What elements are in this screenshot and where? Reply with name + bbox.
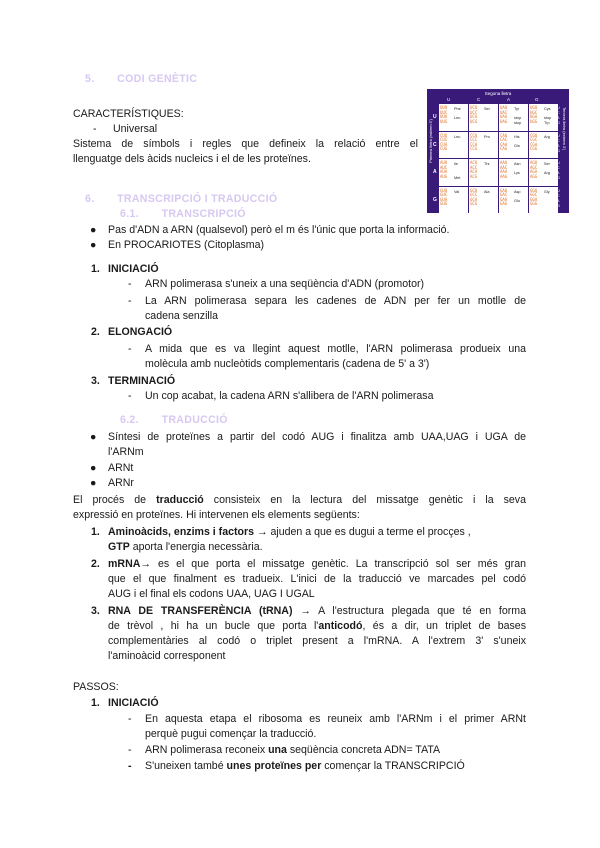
codon-cell (439, 104, 468, 131)
element-number: 1. (91, 526, 100, 538)
codon-cell (469, 159, 498, 186)
col-label-a: A (507, 97, 511, 102)
codon-list: GUU GUC GUA GUG (440, 187, 448, 207)
elongacio-detail-1b: molècula amb nucleòtids complementaris (cadena de 5' a 3') (145, 358, 430, 370)
dash-marker: - (128, 295, 132, 307)
dash-marker: - (128, 713, 132, 725)
elongacio-title: ELONGACIÓ (108, 326, 173, 338)
iniciacio-detail-1: ARN polimerasa s'uneix a una seqüència d'ADN (promotor) (145, 278, 425, 290)
element-number: 3. (91, 605, 100, 617)
left-side-label: Primera lletra (extrem 5') (428, 119, 433, 163)
codon-list: UGU UGC UGA UGG (530, 105, 538, 124)
codon-list: AGU AGC AGA AGG (530, 160, 538, 179)
iniciacio-detail-2a: La ARN polimerasa separa les cadenes de ADN per fer un motlle de (145, 295, 526, 307)
caracteristiques-label: CARACTERÍSTIQUES: (73, 108, 184, 120)
element-3-line-1: RNA DE TRANSFERÈNCIA (tRNA) → A l'estructura plegada que té en forma (108, 605, 526, 617)
col-label-g: G (535, 97, 539, 102)
amino-acid-label: Gly (544, 189, 550, 194)
terminacio-detail-1: Un cop acabat, la cadena ARN s'allibera de l'ARN polimerasa (145, 390, 434, 402)
dash-marker: - (93, 123, 97, 135)
universal-item: Universal (113, 123, 158, 135)
codon-list: CCU CCC CCA CCG (470, 132, 478, 152)
codon-cell (469, 132, 498, 159)
first-letter-label: C (433, 141, 437, 148)
amino-acid-label: Ile Met (454, 162, 461, 180)
first-letter-label: U (433, 114, 437, 121)
passos-detail-1b: perquè pugui començar la traducció. (145, 728, 317, 740)
traduccio-bullet-1b: l'ARNm (108, 446, 144, 458)
dash-marker: - (128, 390, 132, 402)
traduccio-para-1: El procés de traducció consisteix en la lectura del missatge genètic i la seva (73, 494, 526, 506)
codon-cell (469, 104, 498, 131)
amino-acid-label: Arg (544, 134, 550, 139)
bullet-marker: ● (90, 477, 97, 489)
table-header: Segona lletra (484, 91, 512, 96)
codon-cell (439, 187, 468, 214)
codon-cell (499, 132, 528, 159)
bullet-marker: ● (90, 462, 97, 474)
codon-list: ACU ACC ACA ACG (470, 160, 478, 179)
bullet-marker: ● (90, 239, 97, 251)
section-6-title: 6. TRANSCRIPCIÓ I TRADUCCIÓ (85, 193, 278, 205)
third-letter-labels: U C A G (557, 133, 560, 153)
iniciacio-detail-2b: cadena senzilla (145, 310, 219, 322)
element-3-line-2: de trèvol , hi ha un bucle que porta l'anticodó, és a dir, un triplet de bases (108, 620, 526, 632)
third-letter-labels: U C A G (557, 161, 560, 180)
codon-list: UUU UUC UUA UUG (440, 105, 448, 124)
amino-acid-label: Leu (454, 134, 461, 139)
col-label-c: C (477, 97, 481, 102)
codon-list: GCU GCC GCA GCG (470, 187, 478, 207)
codon-list: UAU UAC UAA UAG (500, 105, 508, 124)
element-3-line-4: l'aminoàcid corresponent (108, 650, 226, 662)
elongacio-detail-1a: A mida que es va llegint aquest motlle, l'ARN polimerasa produeix una (145, 343, 526, 355)
col-label-u: U (447, 97, 451, 102)
element-2-line-3: AUG i el final els codons UAA, UAG I UGAL (108, 588, 315, 600)
codon-list: CUU CUC CUA CUG (440, 132, 448, 152)
traduccio-bullet-1a: Síntesi de proteïnes a partir del codó AUG i finalitza amb UAA,UAG i UGA de (108, 431, 526, 443)
caracteristiques-para-1: Sistema de símbols i regles que defineix la relació entre el (73, 138, 418, 150)
dash-marker: - (128, 744, 132, 756)
codon-list: AAU AAC AAA AAG (500, 160, 508, 179)
amino-acid-label: His Gln (514, 134, 520, 148)
first-letter-label: A (433, 169, 437, 176)
passos-iniciacio-title: INICIACIÓ (108, 697, 159, 709)
codon-cell (469, 187, 498, 214)
passos-detail-3: S'uneixen també unes proteïnes per començar la TRANSCRIPCIÓ (145, 760, 465, 772)
transcripcio-bullet-1: Pas d'ADN a ARN (qualsevol) però el m és l'únic que porta la informació. (108, 224, 450, 236)
codon-cell (529, 104, 558, 131)
transcripcio-bullet-2: En PROCARIOTES (Citoplasma) (108, 239, 264, 251)
amino-acid-label: Ser Arg (544, 162, 550, 176)
terminacio-title: TERMINACIÓ (108, 375, 176, 387)
bullet-marker: ● (90, 431, 97, 443)
dash-marker: - (128, 343, 132, 355)
genetic-code-table (427, 89, 569, 213)
third-letter-labels: U C A G (557, 188, 560, 208)
first-letter-label: G (433, 196, 437, 203)
amino-acid-label: Asn Lys (514, 162, 521, 176)
dash-marker: - (128, 278, 132, 290)
amino-acid-label: Cys stop Trp (544, 107, 552, 125)
element-2-line-2: que el que finalment es tradueix. L'inici de la traducció ve marcades pel codó (108, 573, 526, 585)
caracteristiques-para-2: llenguatge dels àcids nucleics i el de les proteïnes. (73, 153, 311, 165)
element-1-line-1: Aminoàcids, enzims i factors → ajuden a que es dugui a terme el procçes , (108, 526, 471, 538)
right-side-label: Tercera lletra (extrem 3') (562, 107, 567, 151)
codon-cell (499, 187, 528, 214)
step-number: 1. (91, 263, 100, 275)
codon-cell (499, 104, 528, 131)
passos-detail-1a: En aquesta etapa el ribosoma es reuneix amb l'ARNm i el primer ARNt (145, 713, 526, 725)
amino-acid-label: Thr (484, 162, 490, 166)
codon-cell (439, 132, 468, 159)
dash-marker: - (128, 760, 132, 772)
codon-cell (499, 159, 528, 186)
third-letter-labels: U C A G (557, 106, 560, 125)
step-number: 2. (91, 326, 100, 338)
element-3-line-3: complementàries al codó o triplet present a l'mRNA. A l'extrem 3' s'uneix (108, 635, 526, 647)
subsection-6-2-title: 6.2. TRADUCCIÓ (120, 414, 228, 426)
amino-acid-label: Pro (484, 134, 490, 139)
amino-acid-label: Tyr stop stop (514, 107, 522, 125)
codon-list: UCU UCC UCA UCG (470, 105, 478, 124)
codon-cell (439, 159, 468, 186)
codon-list: CGU CGC CGA CGG (530, 132, 538, 152)
codon-list: GGU GGC GGA GGG (530, 187, 538, 207)
codon-cell (529, 132, 558, 159)
amino-acid-label: Phe Leu (454, 107, 461, 121)
codon-cell (529, 159, 558, 186)
codon-list: CAU CAC CAA CAG (500, 132, 508, 152)
traduccio-bullet-3: ARNr (108, 477, 134, 489)
section-5-title: 5. CODI GENÈTIC (85, 73, 198, 85)
step-number: 1. (91, 697, 100, 709)
traduccio-para-2: expressió en proteïnes. Hi intervenen els elements següents: (73, 509, 360, 521)
codon-cell (529, 187, 558, 214)
amino-acid-label: Ala (484, 189, 490, 194)
traduccio-bullet-2: ARNt (108, 462, 134, 474)
codon-list: GAU GAC GAA GAG (500, 187, 508, 207)
amino-acid-label: Val (454, 189, 460, 194)
bullet-marker: ● (90, 224, 97, 236)
iniciacio-title: INICIACIÓ (108, 263, 159, 275)
codon-list: AUU AUC AUA AUG (440, 160, 448, 179)
element-2-line-1: mRNA→ es el que porta el missatge genètic. La transcripció sol ser més gran (108, 558, 526, 570)
passos-detail-2: ARN polimerasa reconeix una seqüència concreta ADN= TATA (145, 744, 441, 756)
subsection-6-1-title: 6.1. TRANSCRIPCIÓ (120, 208, 246, 220)
element-number: 2. (91, 558, 100, 570)
element-1-line-2: GTP aporta l'energia necessària. (108, 541, 263, 553)
passos-label: PASSOS: (73, 681, 119, 693)
amino-acid-label: Ser (484, 107, 490, 111)
amino-acid-label: Asp Glu (514, 189, 521, 203)
step-number: 3. (91, 375, 100, 387)
